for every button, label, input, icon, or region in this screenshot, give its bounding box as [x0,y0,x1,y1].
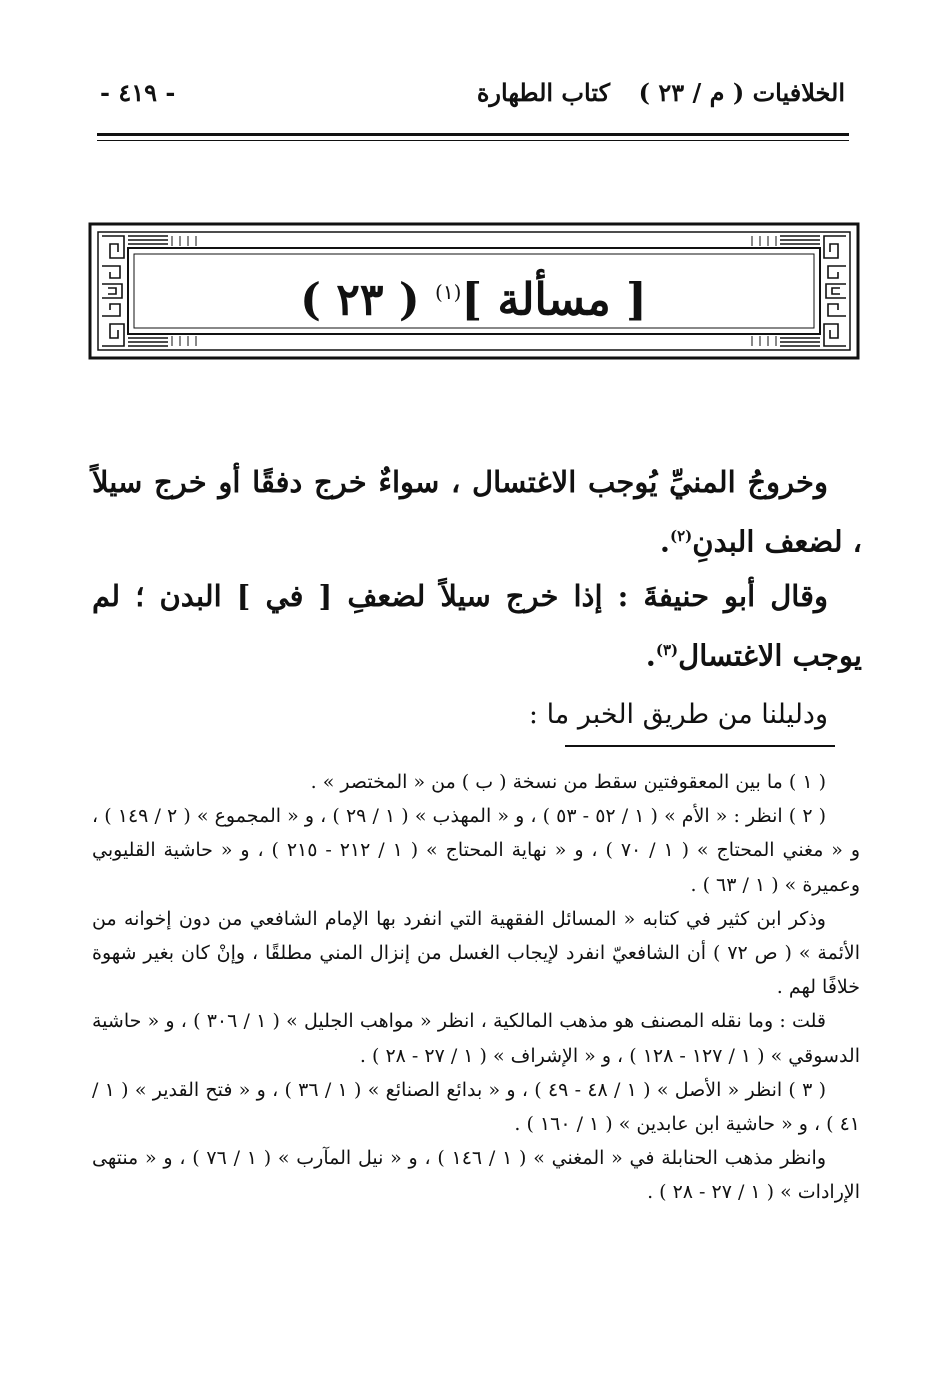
footnote-separator [565,745,835,747]
header-rule-thick [97,133,849,136]
chapter-title: كتاب الطهارة [476,78,610,107]
footnote-3-continued: وانظر مذهب الحنابلة في « المغني » ( ١ / ١٤٦ ) ، و « نيل المآرب » ( ١ / ٧٦ ) ، و « منتهى الإرادات » ( ١ / ٢٧ - ٢٨ ) . [92,1147,860,1204]
issue-label: [ مسألة ] [461,274,647,326]
footnote-2: ( ٢ ) انظر : « الأم » ( ١ / ٥٢ - ٥٣ ) ، و « المهذب » ( ١ / ٢٩ ) ، و « المجموع » ( ٢ / ١٤٩ ) ، و « مغني المحتاج » ( ١ / ٧٠ ) ، و « نهاية المحتاج » ( ١ / ٢١٢ - ٢١٥ ) ، و « حاشية القليوبي وعميرة » ( ١ / ٦٣ ) . [92,805,861,896]
paragraph-1-text: وخروجُ المنيِّ يُوجب الاغتسال ، سواءٌ خرج دفقًا أو خرج سيلاً ، لضعف البدنِ [92,465,862,559]
footnotes [92,765,860,1210]
footnote-2-note: قلت : وما نقله المصنف هو مذهب المالكية ، انظر « مواهب الجليل » ( ١ / ٣٠٦ ) ، و « حاشية الدسوقي » ( ١ / ١٢٧ - ١٢٨ ) ، و « الإشراف » ( ١ / ٢٧ - ٢٨ ) . [92,1010,860,1067]
header-rule-thin [97,140,849,141]
paragraph-1-end: . [659,524,670,559]
paragraph-2 [92,569,862,683]
footnote-1: ( ١ ) ما بين المعقوفتين سقط من نسخة ( ب ) من « المختصر » . [310,771,826,793]
paragraph-3: ودليلنا من طريق الخبر ما : [528,699,828,731]
paragraph-2-end: . [645,638,656,673]
footnote-ref-3: (٣) [655,640,679,659]
page-number: - ٤١٩ - [100,78,176,107]
issue-title [0,262,947,331]
footnote-2-continued: وذكر ابن كثير في كتابه « المسائل الفقهية التي انفرد بها الإمام الشافعي من دون إخوانه من الأئمة » ( ص ٧٢ ) أن الشافعيّ انفرد لإيجاب الغسل من إنزال المني مطلقًا ، وإنْ كان بغير شهوة خلافًا لهم . [92,907,860,999]
paragraph-1 [92,455,862,569]
footnote-3: ( ٣ ) انظر « الأصل » ( ١ / ٤٨ - ٤٩ ) ، و « بدائع الصنائع » ( ١ / ٣٦ ) ، و « فتح القدير » ( ١ / ٤١ ) ، و « حاشية ابن عابدين » ( ١ / ١٦٠ ) . [92,1078,860,1136]
issue-number: ( ٢٣ ) [300,274,420,326]
running-header [100,78,845,118]
main-text [92,455,862,742]
title-footnote-ref: (١) [435,280,462,304]
book-title: الخلافيات ( م / ٢٣ ) [638,78,845,107]
footnote-ref-2: (٢) [670,527,693,545]
paragraph-2-text: وقال أبو حنيفةَ : إذا خرج سيلاً لضعفِ [ في ] البدن ؛ لم يوجب الاغتسال [92,578,862,673]
